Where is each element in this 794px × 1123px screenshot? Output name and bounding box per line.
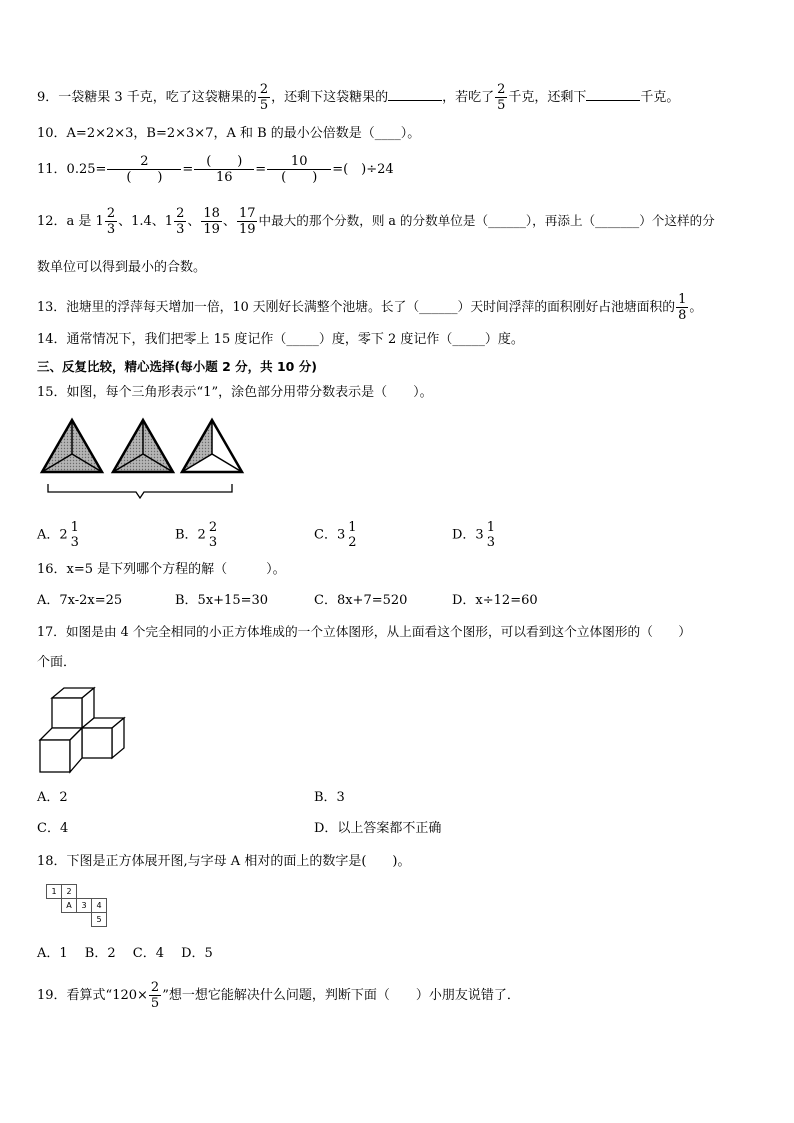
fraction: $\frac{2}{5}$ <box>497 82 506 113</box>
question-12-line2: 数单位可以得到最小的合数。 <box>37 260 207 275</box>
option-d[interactable]: D．3 1 3 <box>452 520 495 550</box>
fraction: $\frac{10}{( )}$ <box>267 154 331 185</box>
fraction: $\frac{2}{( )}$ <box>107 154 181 185</box>
triangles-figure <box>36 414 246 506</box>
question-16: 16．x=5 是下列哪个方程的解（ ）。 <box>37 562 286 577</box>
question-19: 19．看算式“120× $\frac{2}{5}$ ”想一想它能解决什么问题，判断下面（ ）小朋友说错了． <box>37 980 520 1011</box>
fraction: $\frac{1}{8}$ <box>678 292 687 323</box>
option-c[interactable]: C．3 1 2 <box>314 520 357 550</box>
option-b[interactable]: B．2 2 3 <box>175 520 218 550</box>
option-c[interactable]: C．4 <box>37 821 69 836</box>
option-b[interactable]: B．5x+15=30 <box>175 593 269 608</box>
fraction: $\frac{17}{19}$ <box>238 206 256 237</box>
question-15: 15．如图，每个三角形表示“1”，涂色部分用带分数表示是（ ）。 <box>37 385 433 400</box>
question-13: 13．池塘里的浮萍每天增加一倍，10 天刚好长满整个池塘。长了（______）天时间浮萍的面积刚好占池塘面积的 $\frac{1}{8}$ 。 <box>37 292 703 323</box>
fraction: $\frac{2}{3}$ <box>106 206 116 237</box>
brace <box>48 484 232 498</box>
cube-net: 1 2 A 3 4 5 <box>46 884 107 927</box>
question-10: 10．A=2×2×3，B=2×3×7，A 和 B 的最小公倍数是（____）。 <box>37 126 421 141</box>
option-d[interactable]: D．x÷12=60 <box>452 593 538 608</box>
question-12: 12．a 是 1 $\frac{2}{3}$ 、1.4、1 $\frac{2}{3}$ 、 $\frac{18}{19}$ 、 $\frac{17}{19}$ 中最大的那个分数，则 a 的分数单位是（______），再添上（_______）个这样的分 <box>37 206 715 237</box>
answer-blank[interactable] <box>388 86 442 101</box>
option-a[interactable]: A．2 <box>37 790 68 805</box>
question-14: 14．通常情况下，我们把零上 15 度记作（_____）度，零下 2 度记作（_____）度。 <box>37 332 524 347</box>
triangle-1 <box>42 420 102 472</box>
question-17: 17．如图是由 4 个完全相同的小正方体堆成的一个立体图形，从上面看这个图形，可以看到这个立体图形的（ ） <box>37 624 691 639</box>
option-a[interactable]: A．2 1 3 <box>37 520 79 550</box>
triangle-2 <box>113 420 173 472</box>
option-b[interactable]: B．3 <box>314 790 345 805</box>
fraction: $\frac{2}{5}$ <box>150 980 160 1011</box>
fraction: $\frac{18}{19}$ <box>203 206 220 237</box>
fraction: $\frac{2}{5}$ <box>259 82 269 113</box>
cubes-figure <box>38 686 130 778</box>
question-11: 11．0.25= $\frac{2}{( )}$ = $\frac{( )}{16}$ = $\frac{10}{( )}$ =( )÷24 <box>37 154 394 185</box>
triangle-3 <box>182 420 242 472</box>
option-c[interactable]: C．8x+7=520 <box>314 593 408 608</box>
section-heading: 三、反复比较，精心选择(每小题 2 分，共 10 分) <box>37 359 317 374</box>
question-9: 9．一袋糖果 3 千克，吃了这袋糖果的 $\frac{2}{5}$ ，还剩下这袋糖果的 ，若吃了 $\frac{2}{5}$ 千克，还剩下 千克。 <box>37 82 680 113</box>
option-d[interactable]: D．以上答案都不正确 <box>314 821 442 836</box>
q18-options[interactable]: A．1 B．2 C．4 D．5 <box>37 946 213 961</box>
answer-blank[interactable] <box>586 86 640 101</box>
option-a[interactable]: A．7x-2x=25 <box>37 593 123 608</box>
fraction: $\frac{( )}{16}$ <box>194 154 254 185</box>
question-17-line2: 个面． <box>37 655 77 670</box>
fraction: $\frac{2}{3}$ <box>176 206 185 237</box>
question-18: 18．下图是正方体展开图,与字母 A 相对的面上的数字是( )。 <box>37 854 411 869</box>
